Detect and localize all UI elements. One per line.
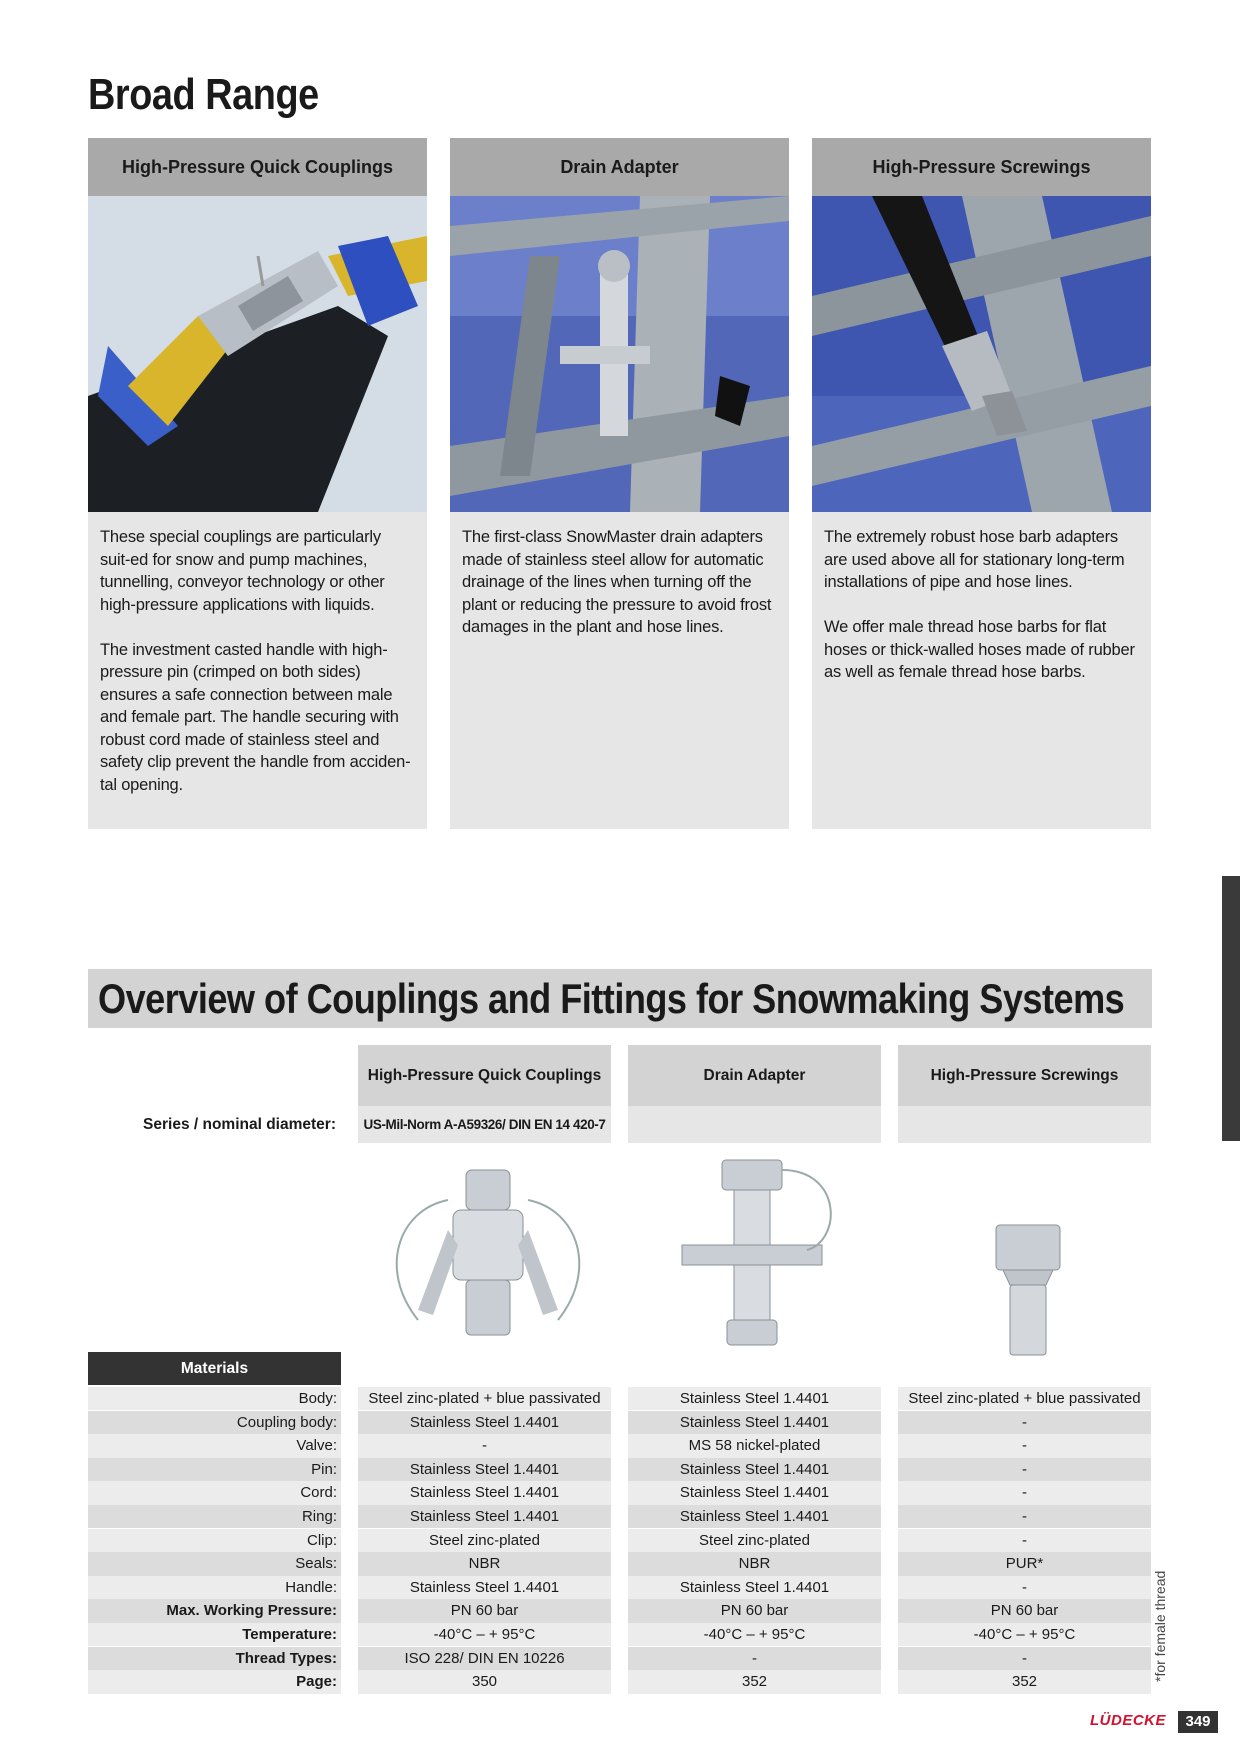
row-label: Seals: — [88, 1552, 341, 1575]
table-cell: Stainless Steel 1.4401 — [628, 1458, 881, 1481]
table-cell: Steel zinc-plated — [358, 1529, 611, 1552]
row-label: Valve: — [88, 1434, 341, 1457]
product-card-quick-couplings — [88, 138, 427, 829]
row-label: Cord: — [88, 1481, 341, 1504]
table-row — [88, 1458, 1152, 1481]
card-title: Drain Adapter — [450, 138, 789, 196]
row-label: Pin: — [88, 1458, 341, 1481]
section-tab — [1222, 876, 1240, 1141]
table-cell: NBR — [628, 1552, 881, 1575]
row-label: Page: — [88, 1670, 341, 1693]
table-cell: MS 58 nickel-plated — [628, 1434, 881, 1457]
table-cell: PN 60 bar — [628, 1599, 881, 1622]
table-cell: Stainless Steel 1.4401 — [358, 1576, 611, 1599]
row-label: Coupling body: — [88, 1411, 341, 1434]
table-cell: - — [898, 1505, 1151, 1528]
table-cell: ISO 228/ DIN EN 10226 — [358, 1647, 611, 1670]
column-header-quick-couplings: High-Pressure Quick Couplings — [358, 1045, 611, 1106]
table-cell: -40°C – + 95°C — [358, 1623, 611, 1646]
table-cell: NBR — [358, 1552, 611, 1575]
card-paragraph: The extremely robust hose barb adapters are used above all for stationary long-term installations of pipe and hose lines. — [824, 528, 1125, 591]
table-cell: -40°C – + 95°C — [628, 1623, 881, 1646]
table-row — [88, 1599, 1152, 1622]
table-cell: - — [898, 1576, 1151, 1599]
table-cell: PN 60 bar — [898, 1599, 1151, 1622]
table-row — [88, 1623, 1152, 1646]
overview-heading: Overview of Couplings and Fittings for Snowmaking Systems — [88, 969, 1152, 1028]
series-label: Series / nominal diameter: — [143, 1115, 336, 1133]
row-label: Clip: — [88, 1529, 341, 1552]
table-cell: PN 60 bar — [358, 1599, 611, 1622]
table-row — [88, 1481, 1152, 1504]
materials-header: Materials — [88, 1352, 341, 1385]
table-cell: - — [898, 1529, 1151, 1552]
product-card-drain-adapter — [450, 138, 789, 829]
series-value — [898, 1106, 1151, 1143]
table-row — [88, 1529, 1152, 1552]
table-cell: Stainless Steel 1.4401 — [628, 1481, 881, 1504]
card-title: High-Pressure Quick Couplings — [88, 138, 427, 196]
table-cell: Steel zinc-plated + blue passivated — [358, 1387, 611, 1410]
series-value: US-Mil-Norm A-A59326/ DIN EN 14 420-7 — [358, 1106, 611, 1143]
screwings-photo — [812, 196, 1151, 512]
table-row — [88, 1647, 1152, 1670]
page-number: 349 — [1178, 1711, 1218, 1733]
page-title: Broad Range — [88, 70, 319, 119]
card-paragraph: We offer male thread hose barbs for flat hoses or thick-walled hoses made of rubber as well as female thread hose barbs. — [824, 618, 1135, 681]
table-row — [88, 1505, 1152, 1528]
table-cell: -40°C – + 95°C — [898, 1623, 1151, 1646]
table-row — [88, 1576, 1152, 1599]
drain-adapter-photo — [450, 196, 789, 512]
table-row — [88, 1670, 1152, 1693]
table-cell: Steel zinc-plated + blue passivated — [898, 1387, 1151, 1410]
table-cell: - — [898, 1434, 1151, 1457]
table-cell: - — [898, 1647, 1151, 1670]
table-cell: Stainless Steel 1.4401 — [628, 1576, 881, 1599]
row-label: Body: — [88, 1387, 341, 1410]
footnote: *for female thread — [1152, 1570, 1168, 1682]
row-label: Ring: — [88, 1505, 341, 1528]
brand-logo: LÜDECKE — [1090, 1712, 1167, 1729]
quick-coupling-photo — [88, 196, 427, 512]
table-cell: Stainless Steel 1.4401 — [628, 1411, 881, 1434]
table-row — [88, 1434, 1152, 1457]
table-cell: 352 — [898, 1670, 1151, 1693]
column-header-drain-adapter: Drain Adapter — [628, 1045, 881, 1106]
row-label: Thread Types: — [88, 1647, 341, 1670]
table-cell: Stainless Steel 1.4401 — [358, 1458, 611, 1481]
drain-adapter-product-image — [672, 1150, 852, 1360]
card-paragraph: The investment casted handle with high-pressure pin (crimped on both sides) ensures a safe connection between male and female part. The handle securing with robust cord made of stainless steel and safety clip prevent the handle from acciden-tal opening. — [100, 640, 411, 794]
row-label: Temperature: — [88, 1623, 341, 1646]
table-cell: 350 — [358, 1670, 611, 1693]
card-paragraph: These special couplings are particularly suit-ed for snow and pump machines, tunnelling, conveyor technology or other high-pressure applications with liquids. — [100, 528, 385, 614]
table-cell: Stainless Steel 1.4401 — [358, 1411, 611, 1434]
screwing-product-image — [978, 1150, 1078, 1360]
row-label: Handle: — [88, 1576, 341, 1599]
product-card-screwings — [812, 138, 1151, 829]
table-cell: 352 — [628, 1670, 881, 1693]
table-cell: Steel zinc-plated — [628, 1529, 881, 1552]
table-cell: - — [898, 1458, 1151, 1481]
card-title: High-Pressure Screwings — [812, 138, 1151, 196]
quick-coupling-product-image — [378, 1150, 598, 1360]
table-cell: - — [898, 1481, 1151, 1504]
table-cell: - — [358, 1434, 611, 1457]
table-cell: Stainless Steel 1.4401 — [358, 1505, 611, 1528]
card-paragraph: The first-class SnowMaster drain adapters made of stainless steel allow for automatic drainage of the lines when turning off the plant or reducing the pressure to avoid frost damages in the plant and hose lines. — [462, 528, 772, 636]
table-row — [88, 1552, 1152, 1575]
series-value — [628, 1106, 881, 1143]
table-cell: Stainless Steel 1.4401 — [628, 1387, 881, 1410]
table-row — [88, 1387, 1152, 1410]
table-row — [88, 1411, 1152, 1434]
table-cell: Stainless Steel 1.4401 — [358, 1481, 611, 1504]
table-cell: - — [898, 1411, 1151, 1434]
table-cell: PUR* — [898, 1552, 1151, 1575]
column-header-screwings: High-Pressure Screwings — [898, 1045, 1151, 1106]
row-label: Max. Working Pressure: — [88, 1599, 341, 1622]
table-cell: - — [628, 1647, 881, 1670]
table-cell: Stainless Steel 1.4401 — [628, 1505, 881, 1528]
